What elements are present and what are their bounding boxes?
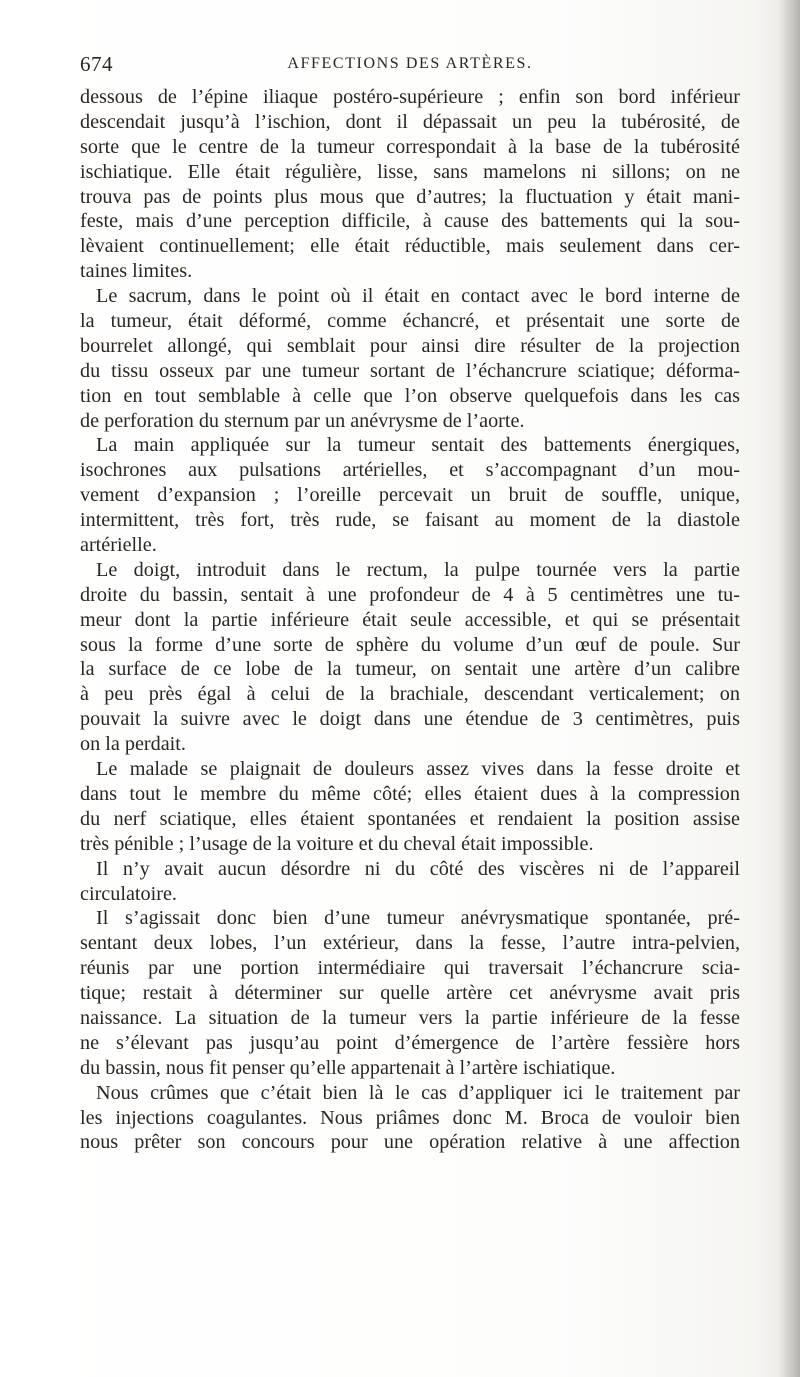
paragraph-start: Le sacrum, dans le point où il était en contact avec le bord interne de xyxy=(96,285,740,308)
text-line: tique; restait à déterminer sur quelle artère cet anévrysme avait pris xyxy=(80,982,740,1005)
text-line: droite du bassin, sentait à une profondeur de 4 à 5 centimètres une tu- xyxy=(80,583,740,606)
text-line: vement d’expansion ; l’oreille percevait un bruit de souffle, unique, xyxy=(80,484,740,507)
text-line: naissance. La situation de la tumeur vers la partie inférieure de la fesse xyxy=(80,1006,740,1029)
text-line: feste, mais d’une perception difficile, à cause des battements qui la sou- xyxy=(80,210,740,233)
body-text xyxy=(80,85,740,1155)
text-line: artérielle. xyxy=(80,534,157,557)
paragraph-start: Le doigt, introduit dans le rectum, la pulpe tournée vers la partie xyxy=(96,558,740,581)
text-line: du tissu osseux par une tumeur sortant de l’échancrure sciatique; déforma- xyxy=(80,359,740,382)
text-line: circulatoire. xyxy=(80,882,177,905)
text-line: taines limites. xyxy=(80,260,193,283)
paragraph-start: Il s’agissait donc bien d’une tumeur anévrysmatique spontanée, pré- xyxy=(96,907,740,930)
text-line: la surface de ce lobe de la tumeur, on sentait une artère d’un calibre xyxy=(80,658,740,681)
text-line: les injections coagulantes. Nous priâmes donc M. Broca de vouloir bien xyxy=(80,1106,740,1129)
text-line: très pénible ; l’usage de la voiture et du cheval était impossible. xyxy=(80,832,594,855)
text-line: du bassin, nous fit penser qu’elle appartenait à l’artère ischiatique. xyxy=(80,1056,616,1079)
paragraph-start: Nous crûmes que c’était bien là le cas d’appliquer ici le traitement par xyxy=(96,1081,740,1104)
text-line: dans tout le membre du même côté; elles étaient dues à la compression xyxy=(80,782,740,805)
text-line: nous prêter son concours pour une opération relative à une affection xyxy=(80,1131,740,1154)
paragraph-start: La main appliquée sur la tumeur sentait des battements énergiques, xyxy=(96,434,740,457)
paragraph-start: Le malade se plaignait de douleurs assez vives dans la fesse droite et xyxy=(96,758,740,781)
text-line: sentant deux lobes, l’un extérieur, dans la fesse, l’autre intra-pelvien, xyxy=(80,932,740,955)
text-line: dessous de l’épine iliaque postéro-supérieure ; enfin son bord inférieur xyxy=(80,86,740,108)
running-title: AFFECTIONS DES ARTÈRES. xyxy=(287,55,533,72)
text-line: isochrones aux pulsations artérielles, et s’accompagnant d’un mou- xyxy=(80,459,740,482)
text-line: meur dont la partie inférieure était seule accessible, et qui se présentait xyxy=(80,608,740,631)
text-line: de perforation du sternum par un anévrysme de l’aorte. xyxy=(80,409,525,432)
text-line: bourrelet allongé, qui semblait pour ainsi dire résulter de la projection xyxy=(80,334,740,357)
text-line: lèvaient continuellement; elle était réductible, mais seulement dans cer- xyxy=(80,235,740,258)
text-line: à peu près égal à celui de la brachiale, descendant verticalement; on xyxy=(80,683,740,706)
text-line: sous la forme d’une sorte de sphère du volume d’un œuf de poule. Sur xyxy=(80,633,740,656)
page-header xyxy=(80,52,740,78)
text-line: descendait jusqu’à l’ischion, dont il dépassait un peu la tubérosité, de xyxy=(80,110,740,133)
text-line: la tumeur, était déformé, comme échancré, et présentait une sorte de xyxy=(80,310,740,333)
text-line: tion en tout semblable à celle que l’on observe quelquefois dans les cas xyxy=(80,384,740,407)
text-line: pouvait la suivre avec le doigt dans une étendue de 3 centimètres, puis xyxy=(80,708,740,731)
text-line: réunis par une portion intermédiaire qui traversait l’échancrure scia- xyxy=(80,957,740,980)
text-line: trouva pas de points plus mous que d’autres; la fluctuation y était mani- xyxy=(80,185,740,208)
page-edge-shadow xyxy=(778,0,800,1377)
text-line: on la perdait. xyxy=(80,733,186,756)
text-line: sorte que le centre de la tumeur correspondait à la base de la tubérosité xyxy=(80,135,740,158)
text-line: ne s’élevant pas jusqu’au point d’émergence de l’artère fessière hors xyxy=(80,1031,740,1054)
text-line: intermittent, très fort, très rude, se faisant au moment de la diastole xyxy=(80,509,740,532)
page-number: 674 xyxy=(80,52,113,76)
text-line: ischiatique. Elle était régulière, lisse, sans mamelons ni sillons; on ne xyxy=(80,160,740,183)
paragraph-start: Il n’y avait aucun désordre ni du côté des viscères ni de l’appareil xyxy=(96,857,740,880)
text-line: du nerf sciatique, elles étaient spontanées et rendaient la position assise xyxy=(80,807,740,830)
